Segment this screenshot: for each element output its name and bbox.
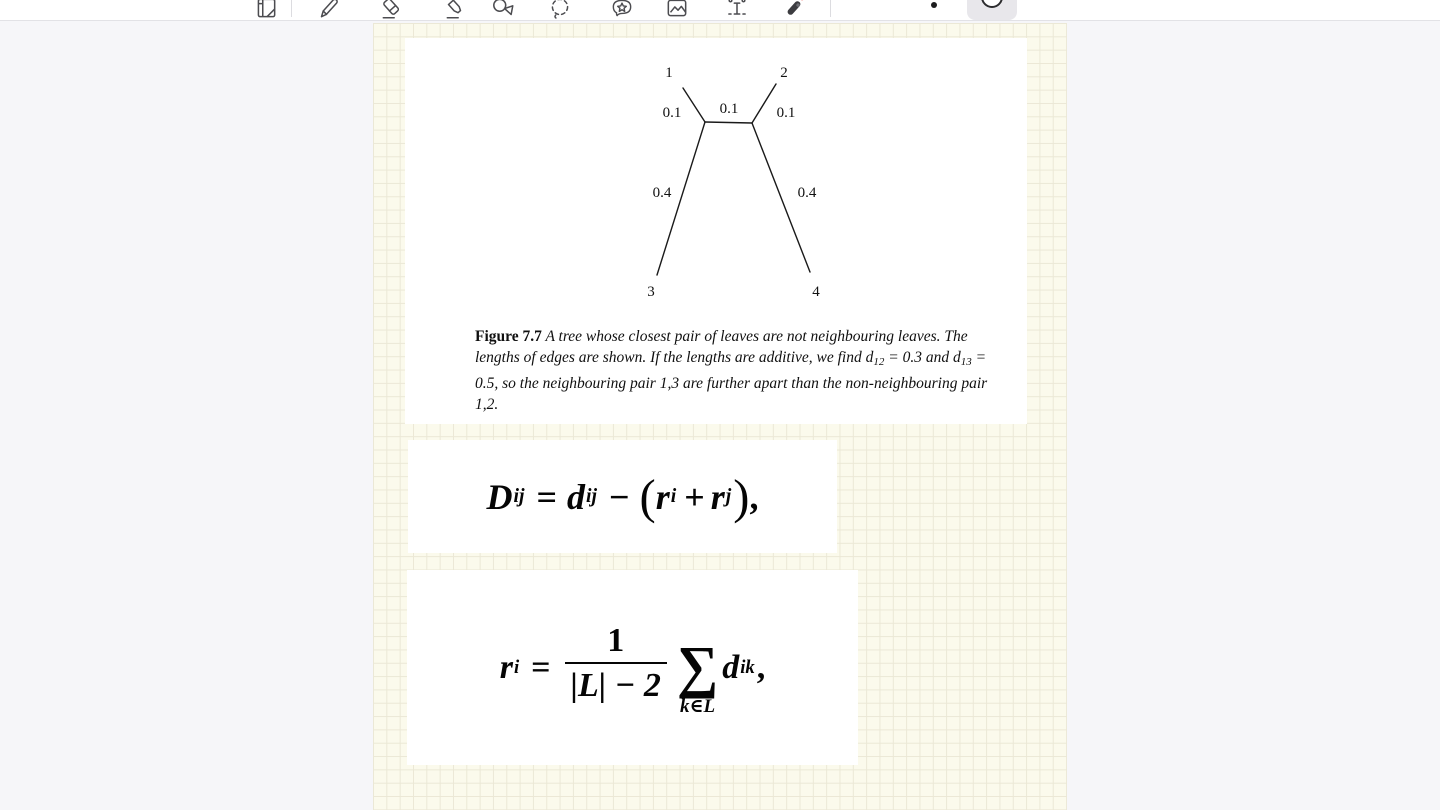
eq1-D: D [486, 476, 513, 517]
equation2 [407, 570, 858, 765]
eq2-r: r [499, 648, 513, 686]
eq2-r-sub: i [513, 656, 520, 678]
eq1-open-paren: ( [639, 469, 656, 524]
eq1-close-paren: ) [733, 469, 750, 524]
figure-image[interactable] [405, 38, 1027, 424]
eq2-d: d [722, 648, 740, 686]
sigma-symbol: ∑ [676, 634, 719, 700]
eq2-equals: = [531, 648, 551, 686]
figure-caption-label: Figure 7.7 [475, 328, 542, 345]
eq1-d: d [567, 476, 586, 517]
edge-label-middle: 0.1 [719, 101, 739, 117]
stroke-size-dot[interactable] [931, 2, 937, 8]
tree-leaf-3-label: 3 [647, 284, 655, 300]
lasso-icon [547, 0, 573, 21]
laser-pointer-button[interactable] [779, 0, 809, 21]
toolbar [0, 0, 1440, 21]
equation2-image[interactable] [407, 570, 858, 765]
eq1-r1: r [655, 476, 670, 517]
eq1-comma: , [749, 476, 759, 517]
notebook-page[interactable] [373, 23, 1067, 810]
tree-leaf-4-label: 4 [812, 284, 820, 300]
equation1 [408, 440, 837, 553]
stickers-icon [609, 0, 635, 21]
eq1-d-sub: ij [586, 485, 598, 507]
figure-caption [475, 326, 995, 415]
laser-pointer-icon [781, 0, 807, 21]
caption-text-3: = 0.5, so the neighbouring pair 1,3 are further apart than the non-neighbouring pair 1,2. [475, 349, 988, 413]
edge-label-left-top: 0.1 [662, 105, 682, 121]
eq1-equals: = [536, 476, 558, 517]
stickers-tool-button[interactable] [607, 0, 637, 21]
eq2-sum-subscript: k∈L [679, 695, 716, 717]
image-tool-button[interactable] [662, 0, 692, 21]
eraser-tool-button[interactable] [377, 0, 407, 21]
eq1-plus: + [684, 476, 705, 517]
toolbar-divider [291, 0, 292, 17]
eq2-comma: , [756, 648, 766, 686]
pen-tool-button[interactable] [313, 0, 343, 21]
caption-sub-13: 13 [960, 356, 972, 368]
toolbar-divider-2 [830, 0, 831, 17]
edge-label-right-top: 0.1 [776, 105, 796, 121]
canvas-area [0, 22, 1440, 810]
highlighter-icon [443, 0, 469, 21]
eq2-numerator: 1 [607, 622, 625, 660]
caption-text-2: = 0.3 and d [884, 349, 961, 366]
equation1-image[interactable] [408, 440, 837, 553]
caption-text-1: A tree whose closest pair of leaves are not neighbouring leaves. The lengths of edges are shown. If the lengths are additive, we find d [475, 328, 968, 366]
color-swatch-circle-icon [981, 0, 1003, 8]
eq2-d-sub: ik [740, 656, 755, 678]
pen-icon [315, 0, 341, 21]
text-icon [724, 0, 750, 21]
color-picker-button[interactable] [967, 0, 1017, 20]
text-tool-button[interactable] [722, 0, 752, 21]
edge-label-left-bottom: 0.4 [652, 185, 672, 201]
eq2-fraction [565, 622, 667, 704]
eq1-r2-sub: j [725, 485, 732, 507]
tree-leaf-1-label: 1 [665, 65, 673, 81]
lasso-tool-button[interactable] [545, 0, 575, 21]
shapes-tool-button[interactable] [488, 0, 518, 21]
image-icon [664, 0, 690, 21]
eq1-r2: r [710, 476, 725, 517]
page-template-icon [253, 0, 279, 21]
eq2-summation [676, 634, 719, 717]
eq2-denominator: |L| − 2 [565, 662, 667, 705]
eq1-D-sub: ij [513, 485, 525, 507]
edge-label-right-bottom: 0.4 [797, 185, 817, 201]
eq1-minus: − [609, 476, 630, 517]
eraser-icon [379, 0, 405, 21]
highlighter-tool-button[interactable] [441, 0, 471, 21]
tree-leaf-2-label: 2 [780, 65, 788, 81]
page-template-button[interactable] [251, 0, 281, 21]
eq1-r1-sub: i [670, 485, 677, 507]
caption-sub-12: 12 [873, 356, 885, 368]
shapes-icon [490, 0, 516, 21]
